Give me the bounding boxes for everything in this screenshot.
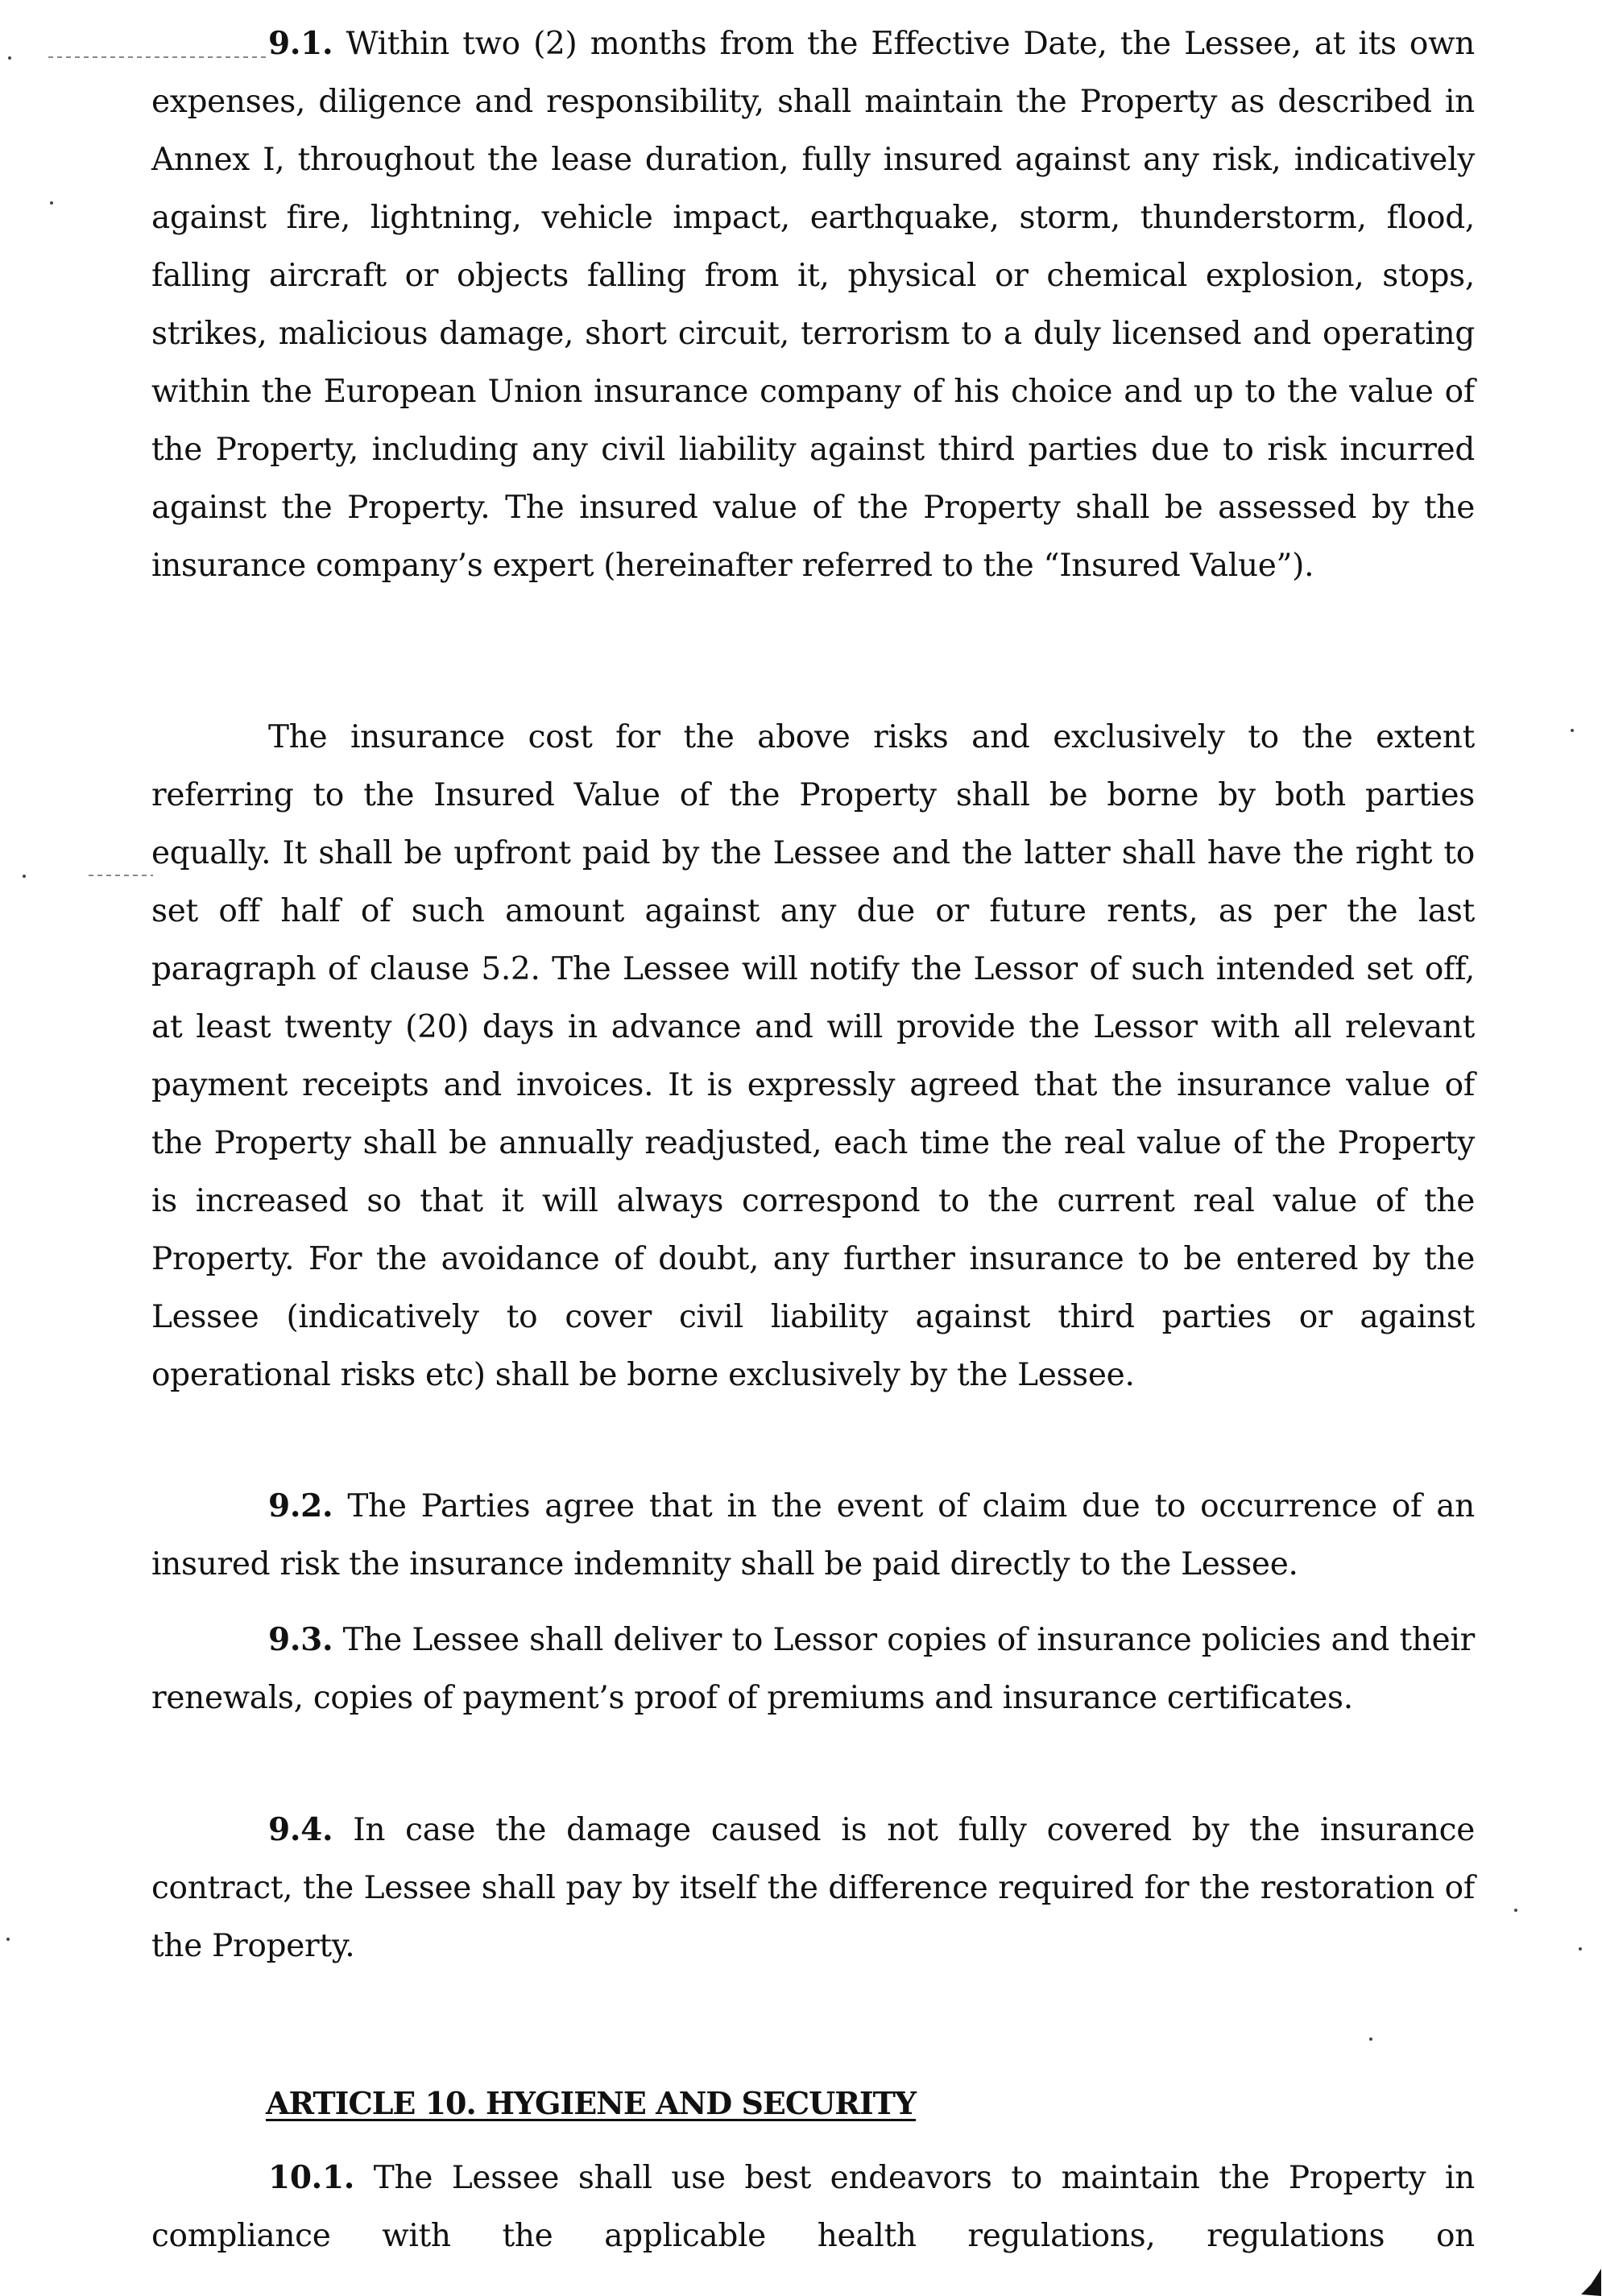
clause-text: The Lessee shall deliver to Lessor copies of insurance policies and their renewals, copies of payment’s proof of premiums and insurance certificates. xyxy=(151,1622,1475,1716)
clause-9-4-paragraph xyxy=(151,1801,1475,1975)
scan-artifact-dot xyxy=(50,201,53,205)
clause-text: The Lessee shall use best endeavors to maintain the Property in compliance with the applicable health regulations, regulations on xyxy=(151,2160,1475,2254)
clause-9-2 xyxy=(151,1477,1475,1594)
clause-9-3 xyxy=(151,1611,1475,1727)
scan-artifact-dot xyxy=(1571,729,1574,732)
scan-artifact-dot xyxy=(1579,1947,1582,1951)
scan-artifact-dot xyxy=(1369,2037,1372,2041)
clause-number: 9.4. xyxy=(268,1811,333,1848)
clause-9-3-paragraph xyxy=(151,1611,1475,1727)
clause-text: Within two (2) months from the Effective Date, the Lessee, at its own expenses, diligence and responsibility, shall maintain the Property as described in Annex I, throughout the lease duration, fully insured against any risk, indicatively against fire, lightning, vehicle impact, earthquake, storm, thunderstorm, flood, falling aircraft or objects falling from it, physical or chemical explosion, stops, strikes, malicious damage, short circuit, terrorism to a duly licensed and operating within the European Union insurance company of his choice and up to the value of the Property, including any civil liability against third parties due to risk incurred against the Property. The insured value of the Property shall be assessed by the insurance company’s expert (hereinafter referred to the “Insured Value”). xyxy=(151,26,1475,584)
signature-mark-icon xyxy=(1579,2267,1602,2296)
clause-10-1-paragraph xyxy=(151,2149,1475,2265)
article-10-heading: ARTICLE 10. HYGIENE AND SECURITY xyxy=(266,2085,917,2121)
clause-10-1 xyxy=(151,2149,1475,2265)
scan-artifact-dot xyxy=(8,56,11,60)
clause-9-1-continuation xyxy=(151,709,1475,1404)
clause-text: The insurance cost for the above risks and exclusively to the extent referring to the Insured Value of the Property shall be borne by both parties equally. It shall be upfront paid by the Lessee and the latter shall have the right to set off half of such amount against any due or future rents, as per the last paragraph of clause 5.2. The Lessee will notify the Lessor of such intended set off, at least twenty (20) days in advance and will provide the Lessor with all relevant payment receipts and invoices. It is expressly agreed that the insurance value of the Property shall be annually readjusted, each time the real value of the Property is increased so that it will always correspond to the current real value of the Property. For the avoidance of doubt, any further insurance to be entered by the Lessee (indicatively to cover civil liability against third parties or against operational risks etc) shall be borne exclusively by the Lessee. xyxy=(151,719,1475,1393)
scan-artifact-dot xyxy=(1514,1909,1517,1912)
clause-number: 9.2. xyxy=(268,1487,333,1524)
scan-artifact-dot xyxy=(23,875,26,878)
clause-text: In case the damage caused is not fully covered by the insurance contract, the Lessee shall pay by itself the difference required for the restoration of the Property. xyxy=(151,1812,1475,1964)
clause-number: 10.1. xyxy=(268,2159,355,2196)
clause-9-1-continuation-paragraph xyxy=(151,709,1475,1404)
clause-9-1-paragraph xyxy=(151,14,1475,595)
clause-9-2-paragraph xyxy=(151,1477,1475,1594)
scan-artifact-dot xyxy=(6,1938,10,1941)
clause-text: The Parties agree that in the event of claim due to occurrence of an insured risk the insurance indemnity shall be paid directly to the Lessee. xyxy=(151,1488,1475,1582)
clause-number: 9.3. xyxy=(268,1621,333,1658)
clause-9-1 xyxy=(151,14,1475,595)
clause-number: 9.1. xyxy=(268,25,333,62)
clause-9-4 xyxy=(151,1801,1475,1975)
scan-artifact-line xyxy=(89,875,153,876)
